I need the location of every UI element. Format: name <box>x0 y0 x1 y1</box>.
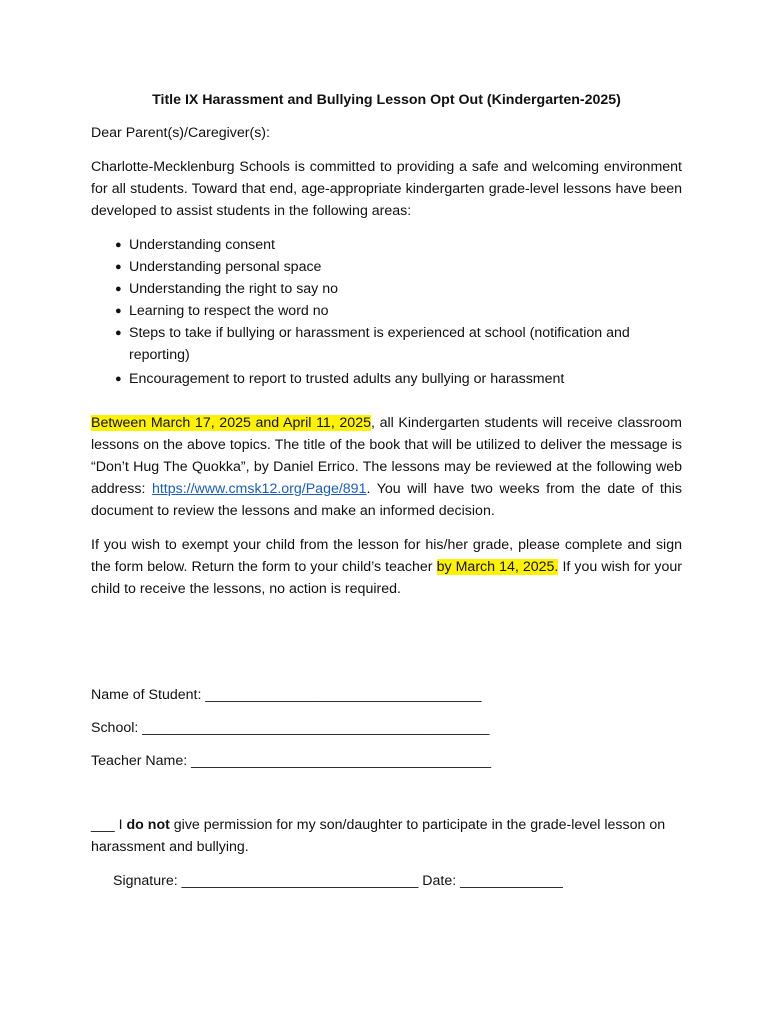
lesson-dates-paragraph: Between March 17, 2025 and April 11, 2025, all Kindergarten students will receive classroom lessons on the above topics. The title of the book that will be utilized to deliver the message is “Don’t Hug The Quokka”, by Daniel Errico. The lessons may be reviewed at the following web address: https://www.cmsk12.org/Page/891. You will have two weeks from the date of this document to review the lessons and make an informed decision. <box>91 415 682 519</box>
list-item: ● Understanding personal space <box>115 256 682 278</box>
exempt-paragraph: If you wish to exempt your child from the lesson for his/her grade, please complete and sign the form below. Return the form to your child’s teacher by March 14, 2025. If you wish for your child to receive the lessons, no action is required. <box>91 537 682 597</box>
opt-out-statement: ___ I do not give permission for my son/daughter to participate in the grade-level lesson on harassment and bullying. <box>91 817 666 855</box>
list-item: ● Encouragement to report to trusted adults any bullying or harassment <box>115 368 682 390</box>
lessons-link[interactable]: https://www.cmsk12.org/Page/891 <box>151 481 367 497</box>
bullet-icon: ● <box>115 283 122 295</box>
document-title: Title IX Harassment and Bullying Lesson Opt Out (Kindergarten-2025) <box>152 92 621 108</box>
date-field[interactable]: Date: _____________ <box>418 873 563 889</box>
bullet-icon: ● <box>115 239 122 251</box>
list-item: ● Steps to take if bullying or harassment is experienced at school (notification and reporting) <box>115 322 682 366</box>
bullet-icon: ● <box>115 305 122 317</box>
lesson-dates-highlight: Between March 17, 2025 and April 11, 2025 <box>91 415 371 431</box>
list-item: ● Understanding the right to say no <box>115 278 682 300</box>
student-info-form <box>91 684 682 772</box>
signature-row <box>91 870 682 892</box>
student-name-field[interactable]: Name of Student: ___________________________________ <box>91 687 482 703</box>
list-item: ● Learning to respect the word no <box>115 300 682 322</box>
teacher-name-field[interactable]: Teacher Name: ______________________________________ <box>91 753 491 769</box>
deadline-highlight: by March 14, 2025. <box>436 559 559 575</box>
bullet-icon: ● <box>115 261 122 273</box>
intro-paragraph: Charlotte-Mecklenburg Schools is committed to providing a safe and welcoming environment for all students. Toward that end, age-appropriate kindergarten grade-level lessons have been developed to assist students in the following areas: <box>91 159 682 219</box>
bullet-icon: ● <box>115 373 122 385</box>
bullet-icon: ● <box>115 327 122 339</box>
signature-field[interactable]: Signature: ______________________________ <box>113 873 419 889</box>
do-not-emphasis: do not <box>126 817 170 833</box>
list-item: ● Understanding consent <box>115 234 682 256</box>
school-field[interactable]: School: ____________________________________________ <box>91 720 490 736</box>
lesson-topics-list <box>91 234 682 390</box>
opt-out-checkbox-line[interactable]: ___ I <box>91 817 127 833</box>
greeting: Dear Parent(s)/Caregiver(s): <box>91 125 270 141</box>
